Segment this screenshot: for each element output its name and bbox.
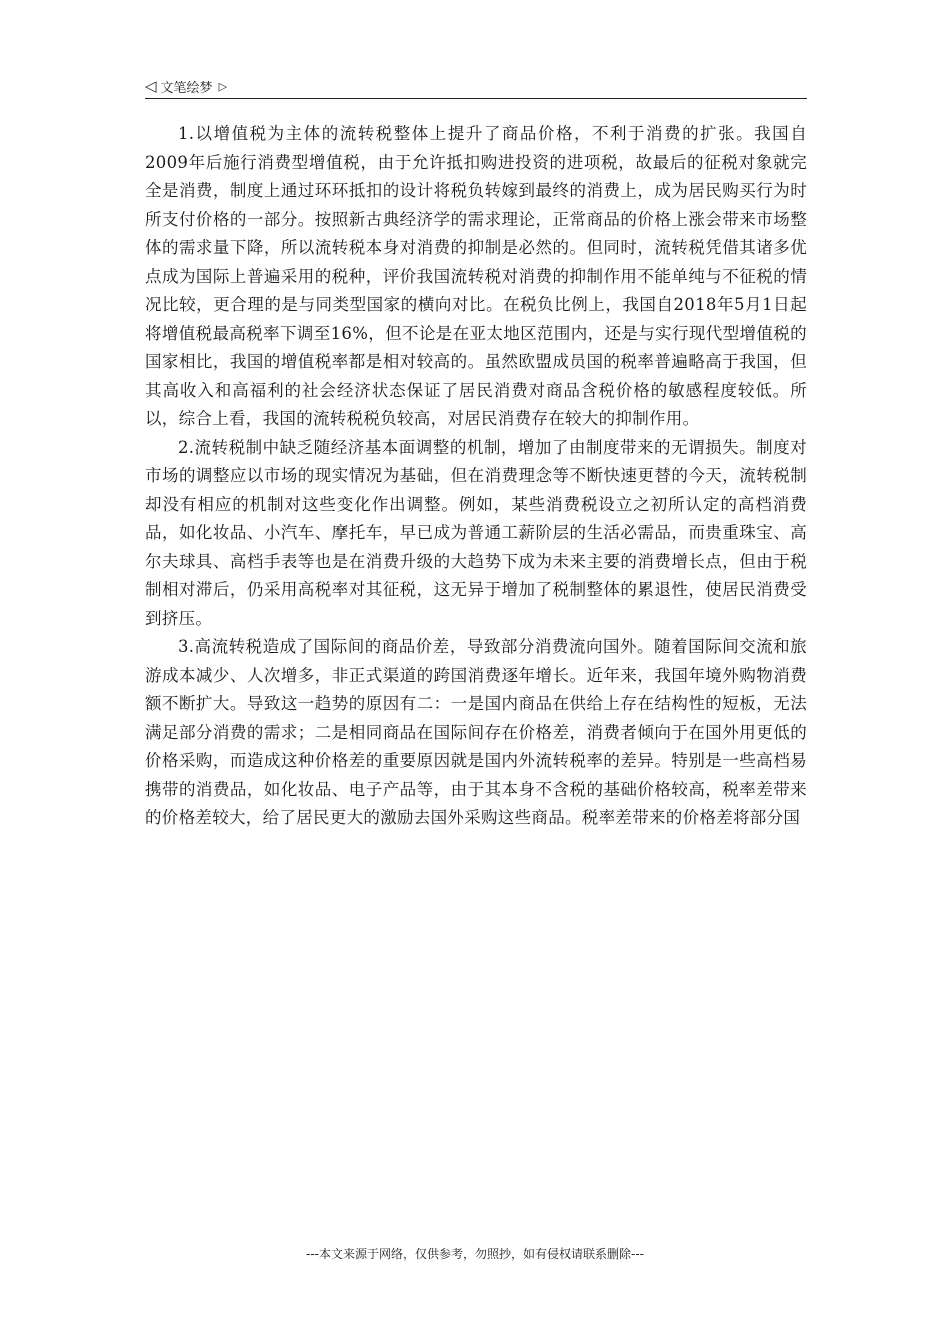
triangle-right-icon: ▷ (218, 79, 228, 93)
paragraph-3: 3.高流转税造成了国际间的商品价差，导致部分消费流向国外。随着国际间交流和旅游成本减少、人次增多，非正式渠道的跨国消费逐年增长。近年来，我国年境外购物消费额不断扩大。导致这一趋势的原因有二：一是国内商品在供给上存在结构性的短板，无法满足部分消费的需求；二是相同商品在国际间存在价格差，消费者倾向于在国外用更低的价格采购，而造成这种价格差的重要原因就是国内外流转税率的差异。特别是一些高档易携带的消费品，如化妆品、电子产品等，由于其本身不含税的基础价格较高，税率差带来的价格差较大，给了居民更大的激励去国外采购这些商品。税率差带来的价格差将部分国 (145, 637, 807, 827)
paragraph-1: 1.以增值税为主体的流转税整体上提升了商品价格，不利于消费的扩张。我国自2009年后施行消费型增值税，由于允许抵扣购进投资的进项税，故最后的征税对象就完全是消费，制度上通过环环抵扣的设计将税负转嫁到最终的消费上，成为居民购买行为时所支付价格的一部分。按照新古典经济学的需求理论，正常商品的价格上涨会带来市场整体的需求量下降，所以流转税本身对消费的抑制是必然的。但同时，流转税凭借其诸多优点成为国际上普遍采用的税种，评价我国流转税对消费的抑制作用不能单纯与不征税的情况比较，更合理的是与同类型国家的横向对比。在税负比例上，我国自2018年5月1日起将增值税最高税率下调至16%，但不论是在亚太地区范围内，还是与实行现代型增值税的国家相比，我国的增值税率都是相对较高的。虽然欧盟成员国的税率普遍略高于我国，但其高收入和高福利的社会经济状态保证了居民消费对商品含税价格的敏感程度较低。所以，综合上看，我国的流转税税负较高，对居民消费存在较大的抑制作用。 (145, 124, 807, 428)
document-body (145, 120, 807, 833)
paragraph-2: 2.流转税制中缺乏随经济基本面调整的机制，增加了由制度带来的无谓损失。制度对市场的调整应以市场的现实情况为基础，但在消费理念等不断快速更替的今天，流转税制却没有相应的机制对这些变化作出调整。例如，某些消费税设立之初所认定的高档消费品，如化妆品、小汽车、摩托车，早已成为普通工薪阶层的生活必需品，而贵重珠宝、高尔夫球具、高档手表等也是在消费升级的大趋势下成为未来主要的消费增长点，但由于税制相对滞后，仍采用高税率对其征税，这无异于增加了税制整体的累退性，使居民消费受到挤压。 (145, 437, 807, 628)
header-title: 文笔绘梦 (160, 80, 213, 96)
triangle-left-icon: ◁ (145, 76, 157, 95)
page-header (145, 74, 807, 99)
footer-disclaimer: ---本文来源于网络，仅供参考，勿照抄，如有侵权请联系删除--- (306, 1247, 644, 1261)
